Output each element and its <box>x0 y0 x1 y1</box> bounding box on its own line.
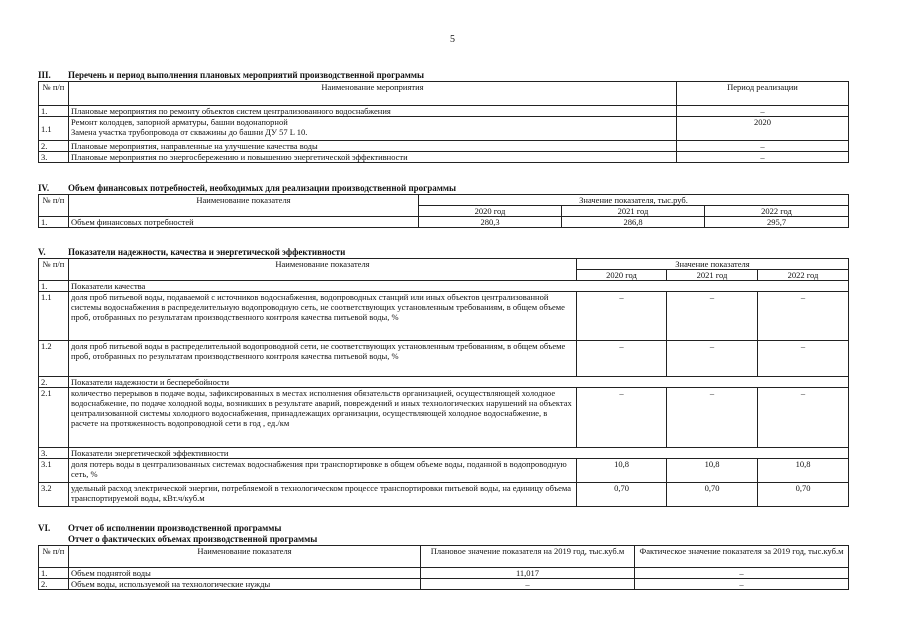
table-row <box>39 217 849 228</box>
group-row <box>39 281 849 292</box>
row-value: 0,70 <box>577 483 667 507</box>
row-period: 2020 <box>677 117 849 141</box>
section-3-number: III. <box>38 70 51 80</box>
row-name: удельный расход электрической энергии, потребляемой в технологическом процессе транспортировки питьевой воды, на единицу объема транспортируемой воды, кВт.ч/куб.м <box>69 483 577 507</box>
section-4 <box>38 183 848 228</box>
header-year: 2022 год <box>705 206 849 217</box>
row-period: – <box>677 141 849 152</box>
finance-table <box>38 194 849 228</box>
table-row <box>39 141 849 152</box>
row-name: Объем финансовых потребностей <box>69 217 419 228</box>
row-name: доля проб питьевой воды, подаваемой с источников водоснабжения, водопроводных станций или иных объектов централизованной системы водоснабжения в распределительную водопроводную сеть, не соответствующих установленным требованиям, в общем объеме проб, отобранных по результатам производственного контроля качества питьевой воды, % <box>69 292 577 341</box>
group-row <box>39 377 849 388</box>
section-4-number: IV. <box>38 183 50 193</box>
row-name: Ремонт колодцев, запорной арматуры, башни водонапорной <box>71 117 288 127</box>
table-row <box>39 579 849 590</box>
table-row <box>39 388 849 448</box>
table-row <box>39 106 849 117</box>
header-number: № п/п <box>39 82 69 106</box>
page-number: 5 <box>450 34 455 45</box>
row-value: – <box>758 388 849 448</box>
header-indicator-name: Наименование показателя <box>69 195 419 217</box>
row-number: 2. <box>39 141 69 152</box>
table-header-row <box>39 259 849 270</box>
table-row <box>39 292 849 341</box>
section-5 <box>38 247 848 507</box>
table-row <box>39 117 849 141</box>
header-year: 2020 год <box>577 270 667 281</box>
row-plan: – <box>421 579 635 590</box>
row-value: 286,8 <box>562 217 705 228</box>
table-row <box>39 341 849 377</box>
row-name: доля потерь воды в централизованных системах водоснабжения при транспортировке в общем объеме воды, поданной в водопроводную сеть, % <box>69 459 577 483</box>
row-value: – <box>667 292 758 341</box>
row-value: – <box>667 388 758 448</box>
row-number: 2. <box>39 579 69 590</box>
header-indicator-name: Наименование показателя <box>69 259 577 281</box>
row-number: 2.1 <box>39 388 69 448</box>
report-table <box>38 545 849 590</box>
row-value: 10,8 <box>667 459 758 483</box>
section-4-title <box>38 183 848 194</box>
row-value: – <box>577 292 667 341</box>
section-3-heading: Перечень и период выполнения плановых мероприятий производственной программы <box>68 70 425 80</box>
row-name-cell <box>69 117 677 141</box>
table-row <box>39 568 849 579</box>
row-value: 295,7 <box>705 217 849 228</box>
table-header-row <box>39 546 849 568</box>
group-row <box>39 448 849 459</box>
row-number: 3. <box>39 152 69 163</box>
row-name: Объем поднятой воды <box>69 568 421 579</box>
header-year: 2021 год <box>562 206 705 217</box>
row-value: – <box>758 341 849 377</box>
row-name: Объем воды, используемой на технологические нужды <box>69 579 421 590</box>
section-6-number: VI. <box>38 523 51 533</box>
row-number: 3.2 <box>39 483 69 507</box>
section-5-title <box>38 247 848 258</box>
header-period: Период реализации <box>677 82 849 106</box>
group-number: 2. <box>39 377 69 388</box>
row-fact: – <box>635 568 849 579</box>
row-value: 0,70 <box>667 483 758 507</box>
section-6-heading: Отчет об исполнении производственной программы <box>68 523 282 533</box>
header-plan-value: Плановое значение показателя на 2019 год, тыс.куб.м <box>421 546 635 568</box>
row-value: – <box>758 292 849 341</box>
header-number: № п/п <box>39 546 69 568</box>
row-number: 1. <box>39 217 69 228</box>
header-number: № п/п <box>39 259 69 281</box>
section-6 <box>38 523 848 590</box>
header-measure-name: Наименование мероприятия <box>69 82 677 106</box>
header-number: № п/п <box>39 195 69 217</box>
row-name: количество перерывов в подаче воды, зафиксированных в местах исполнения обязательств организацией, осуществляющей холодное водоснабжение, по подаче холодной воды, возникших в результате аварий, повреждений и иных технологических нарушений на объектах централизованной системы холодного водоснабжения, принадлежащих организации, осуществляющей холодное водоснабжение, в расчете на протяженность водопроводной сети в год , ед./км <box>69 388 577 448</box>
measures-table <box>38 81 849 163</box>
row-value: 10,8 <box>758 459 849 483</box>
row-value: 10,8 <box>577 459 667 483</box>
header-year: 2021 год <box>667 270 758 281</box>
row-number: 1.1 <box>39 117 69 141</box>
row-value: – <box>667 341 758 377</box>
section-6-subtitle: Отчет о фактических объемах производственной программы <box>68 534 318 544</box>
row-value: 0,70 <box>758 483 849 507</box>
row-name: доля проб питьевой воды в распределительной водопроводной сети, не соответствующих установленным требованиям, в общем объеме проб, отобранных по результатам производственного контроля качества питьевой воды, % <box>69 341 577 377</box>
row-number: 1.2 <box>39 341 69 377</box>
row-number: 1. <box>39 106 69 117</box>
header-value: Значение показателя <box>577 259 849 270</box>
group-number: 3. <box>39 448 69 459</box>
section-4-heading: Объем финансовых потребностей, необходимых для реализации производственной программы <box>68 183 457 193</box>
group-name: Показатели надежности и бесперебойности <box>69 377 849 388</box>
section-5-heading: Показатели надежности, качества и энергетической эффективности <box>68 247 346 257</box>
row-value: – <box>577 341 667 377</box>
row-value: – <box>577 388 667 448</box>
group-name: Показатели качества <box>69 281 849 292</box>
table-header-row <box>39 82 849 106</box>
row-period: – <box>677 106 849 117</box>
row-fact: – <box>635 579 849 590</box>
section-6-title <box>38 523 848 534</box>
row-period: – <box>677 152 849 163</box>
header-value: Значение показателя, тыс.руб. <box>419 195 849 206</box>
section-3-title <box>38 70 848 81</box>
header-year: 2020 год <box>419 206 562 217</box>
row-name-line2: Замена участка трубопровода от скважины до башни ДУ 57 L 10. <box>71 127 308 137</box>
table-row <box>39 459 849 483</box>
table-row <box>39 152 849 163</box>
header-year: 2022 год <box>758 270 849 281</box>
row-name: Плановые мероприятия по ремонту объектов систем централизованного водоснабжения <box>69 106 677 117</box>
row-name: Плановые мероприятия по энергосбережению и повышению энергетической эффективности <box>69 152 677 163</box>
group-number: 1. <box>39 281 69 292</box>
section-3 <box>38 70 848 163</box>
group-name: Показатели энергетической эффективности <box>69 448 849 459</box>
row-number: 3.1 <box>39 459 69 483</box>
row-number: 1. <box>39 568 69 579</box>
header-indicator-name: Наименование показателя <box>69 546 421 568</box>
section-5-number: V. <box>38 247 46 257</box>
indicators-table <box>38 258 849 507</box>
header-fact-value: Фактическое значение показателя за 2019 год, тыс.куб.м <box>635 546 849 568</box>
row-number: 1.1 <box>39 292 69 341</box>
row-plan: 11,017 <box>421 568 635 579</box>
table-row <box>39 483 849 507</box>
row-value: 280,3 <box>419 217 562 228</box>
row-name: Плановые мероприятия, направленные на улучшение качества воды <box>69 141 677 152</box>
table-header-row <box>39 195 849 206</box>
